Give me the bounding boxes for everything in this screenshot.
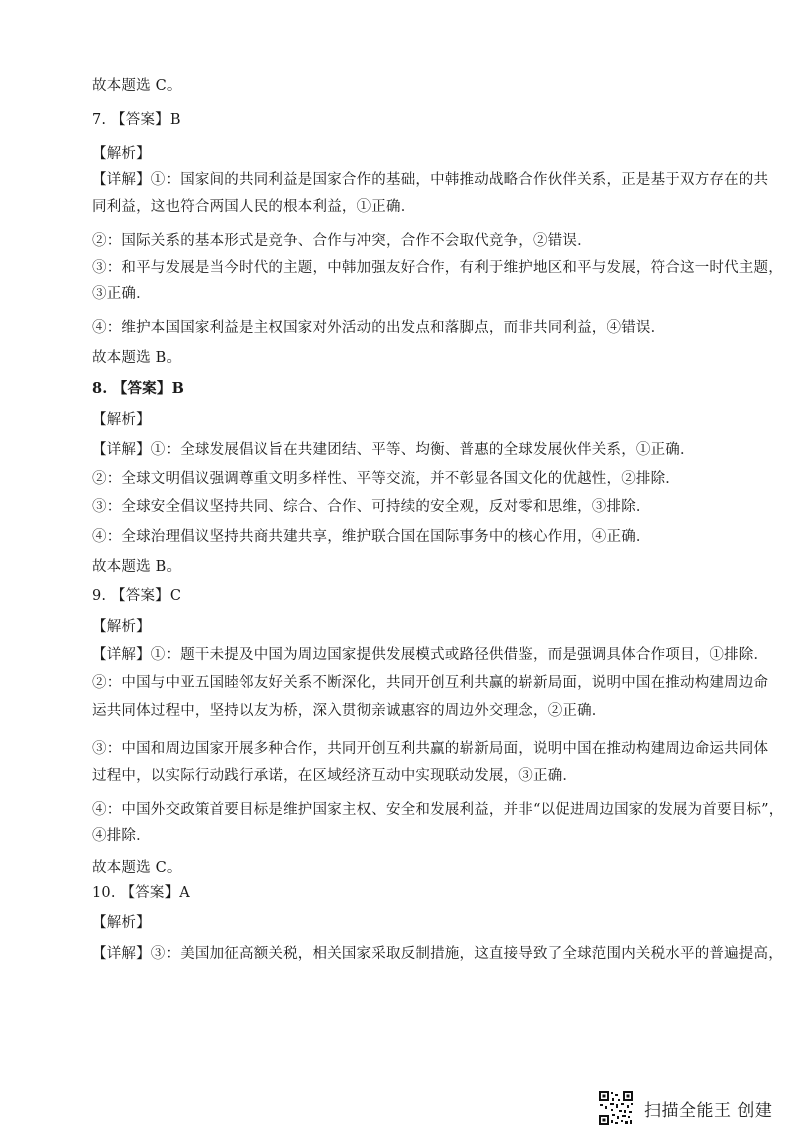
text-line: ④：维护本国国家利益是主权国家对外活动的出发点和落脚点，而非共同利益，④错误． — [92, 320, 666, 336]
text-line: 运共同体过程中，坚持以友为桥，深入贯彻亲诚惠容的周边外交理念，②正确． — [92, 703, 607, 719]
scanner-app-label: 扫描全能王 创建 — [644, 1100, 773, 1121]
text-line: ③：中国和周边国家开展多种合作，共同开创互利共赢的崭新局面，说明中国在推动构建周边命运共同体 — [92, 741, 769, 757]
text-line: ④排除． — [92, 828, 151, 844]
text-line: 8. 【答案】B — [92, 380, 185, 397]
text-line: 【详解】③：美国加征高额关税，相关国家采取反制措施，这直接导致了全球范围内关税水平的普遍提高， — [92, 946, 783, 962]
text-line: 【解析】 — [92, 915, 151, 931]
text-line: 【详解】①：题干未提及中国为周边国家提供发展模式或路径供借鉴，而是强调具体合作项目，①排除． — [92, 647, 769, 663]
text-line: ②：国际关系的基本形式是竞争、合作与冲突，合作不会取代竞争，②错误． — [92, 233, 592, 249]
scanner-watermark — [598, 1088, 772, 1128]
text-line: ③正确． — [92, 286, 151, 302]
text-line: 【详解】①：国家间的共同利益是国家合作的基础，中韩推动战略合作伙伴关系，正是基于双方存在的共 — [92, 172, 769, 188]
text-line: 过程中，以实际行动践行承诺，在区域经济互动中实现联动发展，③正确． — [92, 768, 578, 784]
text-line: 9. 【答案】C — [92, 588, 182, 604]
text-line: 同利益，这也符合两国人民的根本利益，①正确． — [92, 199, 416, 215]
text-line: ③：全球安全倡议坚持共同、综合、合作、可持续的安全观，反对零和思维，③排除． — [92, 499, 651, 515]
text-line: 故本题选 B。 — [92, 350, 182, 366]
text-line: 故本题选 B。 — [92, 559, 182, 575]
text-line: 故本题选 C。 — [92, 860, 182, 876]
text-line: 【解析】 — [92, 412, 151, 428]
text-line: 7. 【答案】B — [92, 112, 181, 128]
text-line: ④：全球治理倡议坚持共商共建共享，维护联合国在国际事务中的核心作用，④正确． — [92, 529, 651, 545]
qr-code-icon — [598, 1090, 634, 1126]
text-line: ②：中国与中亚五国睦邻友好关系不断深化，共同开创互利共赢的崭新局面，说明中国在推动构建周边命 — [92, 675, 769, 691]
text-line: 【详解】①：全球发展倡议旨在共建团结、平等、均衡、普惠的全球发展伙伴关系，①正确． — [92, 442, 695, 458]
text-line: 故本题选 C。 — [92, 78, 182, 94]
text-line: 【解析】 — [92, 619, 151, 635]
text-line: ②：全球文明倡议强调尊重文明多样性、平等交流，并不彰显各国文化的优越性，②排除． — [92, 471, 680, 487]
text-line: ③：和平与发展是当今时代的主题，中韩加强友好合作，有利于维护地区和平与发展，符合这一时代主题， — [92, 260, 783, 276]
text-line: 10. 【答案】A — [92, 885, 190, 901]
text-line: ④：中国外交政策首要目标是维护国家主权、安全和发展利益，并非“以促进周边国家的发展为首要目标”， — [92, 802, 784, 818]
text-line: 【解析】 — [92, 146, 151, 162]
